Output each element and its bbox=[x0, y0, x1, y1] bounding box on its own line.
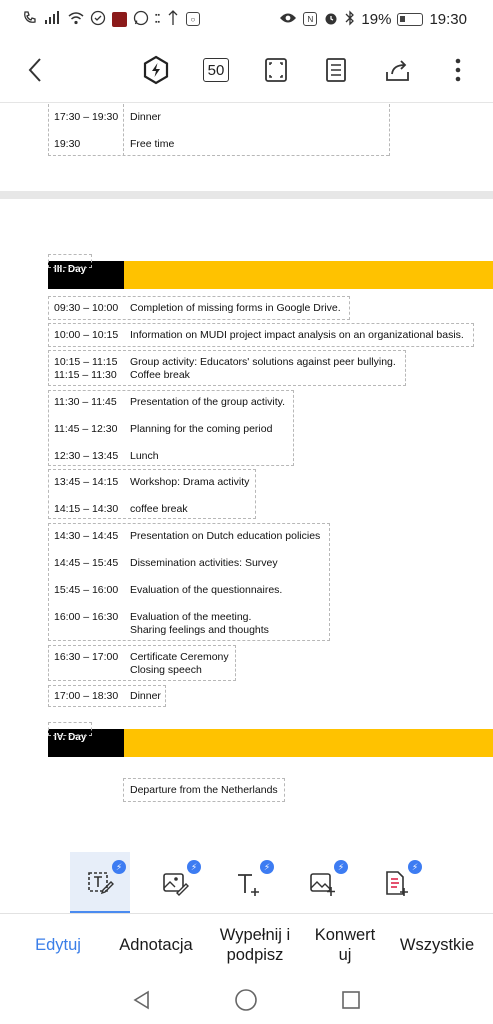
row-time: 11:45 – 12:30 bbox=[54, 423, 118, 435]
row-activity: Workshop: Drama activity bbox=[130, 476, 250, 488]
call-icon bbox=[22, 10, 38, 29]
bluetooth-icon bbox=[345, 10, 355, 29]
top-toolbar bbox=[0, 44, 493, 96]
tab-label: Wypełnij i bbox=[219, 926, 291, 944]
add-image-tool[interactable] bbox=[292, 852, 352, 914]
tab-label: Edytuj bbox=[35, 936, 81, 954]
edit-image-tool[interactable] bbox=[145, 852, 205, 914]
dashed-border bbox=[389, 104, 390, 156]
status-bar bbox=[0, 0, 493, 38]
alarm-icon bbox=[323, 10, 339, 29]
share-icon[interactable] bbox=[380, 52, 416, 88]
page-count-button[interactable] bbox=[198, 52, 234, 88]
row-activity: Free time bbox=[130, 138, 175, 150]
temu-icon: ▪▪ ▪▪ bbox=[155, 12, 160, 26]
row-time: 16:00 – 16:30 bbox=[54, 611, 119, 623]
home-circle-icon[interactable] bbox=[232, 986, 260, 1014]
row-activity: coffee break bbox=[130, 503, 188, 515]
whatsapp-icon bbox=[133, 10, 149, 29]
row-time: 12:30 – 13:45 bbox=[54, 450, 119, 462]
tab-label: podpisz bbox=[226, 946, 284, 964]
convert-doc-tool[interactable] bbox=[366, 852, 426, 914]
row-time: 16:30 – 17:00 bbox=[54, 651, 119, 663]
page-separator bbox=[0, 191, 493, 199]
list-icon[interactable] bbox=[318, 52, 354, 88]
nfc-icon: N bbox=[303, 12, 317, 26]
row-time: 17:00 – 18:30 bbox=[54, 690, 119, 702]
row-time: 11:30 – 11:45 bbox=[54, 396, 117, 408]
premium-badge-icon: ⚡ bbox=[260, 860, 274, 874]
eye-icon bbox=[279, 12, 297, 27]
tab-label: Konwert bbox=[314, 926, 376, 944]
row-time: 14:45 – 15:45 bbox=[54, 557, 119, 569]
row-time: 14:30 – 14:45 bbox=[54, 530, 119, 542]
edit-tools-panel bbox=[0, 852, 493, 916]
dashed-border bbox=[48, 722, 92, 736]
back-icon[interactable] bbox=[18, 52, 54, 88]
ai-icon[interactable] bbox=[138, 52, 174, 88]
toolbar-divider bbox=[0, 102, 493, 103]
tabs-divider bbox=[0, 913, 493, 914]
row-time: 11:15 – 11:30 bbox=[54, 369, 117, 381]
row-activity: Dinner bbox=[130, 111, 161, 123]
edit-text-icon bbox=[86, 868, 114, 896]
premium-badge-icon: ⚡ bbox=[408, 860, 422, 874]
day-header-bar bbox=[48, 261, 493, 289]
page-count: 50 bbox=[203, 58, 229, 82]
fit-screen-icon[interactable] bbox=[258, 52, 294, 88]
tab-label: Wszystkie bbox=[399, 936, 475, 954]
signal-icon bbox=[44, 11, 62, 28]
row-activity: Presentation of the group activity. bbox=[130, 396, 286, 408]
row-time: 17:30 – 19:30 bbox=[54, 111, 119, 123]
dashed-border bbox=[48, 155, 389, 156]
add-text-tool[interactable] bbox=[218, 852, 278, 914]
row-activity: Information on MUDI project impact analysis on an organizational basis. bbox=[130, 329, 464, 341]
edit-text-tool[interactable] bbox=[70, 852, 130, 914]
add-image-icon bbox=[308, 869, 336, 897]
add-text-icon bbox=[234, 869, 262, 897]
premium-badge-icon: ⚡ bbox=[187, 860, 201, 874]
row-activity: Evaluation of the meeting. bbox=[130, 611, 252, 623]
tab-adnotacja[interactable] bbox=[108, 918, 204, 972]
row-activity: Dissemination activities: Survey bbox=[130, 557, 278, 569]
status-left-icons bbox=[22, 10, 200, 29]
row-time: 10:15 – 11:15 bbox=[54, 356, 118, 368]
tab-konwertuj[interactable] bbox=[306, 918, 384, 972]
tab-edytuj[interactable] bbox=[20, 918, 96, 972]
row-time: 13:45 – 14:15 bbox=[54, 476, 119, 488]
row-activity: Lunch bbox=[130, 450, 159, 462]
tab-label: uj bbox=[338, 946, 352, 964]
row-activity: Planning for the coming period bbox=[130, 423, 273, 435]
clock: 19:30 bbox=[429, 10, 467, 28]
vpn-icon bbox=[90, 10, 106, 29]
row-time: 09:30 – 10:00 bbox=[54, 302, 119, 314]
row-time: 19:30 bbox=[54, 138, 81, 150]
instagram-icon: ○ bbox=[186, 12, 200, 26]
row-activity: Certificate Ceremony bbox=[130, 651, 229, 663]
row-activity: Coffee break bbox=[130, 369, 190, 381]
tab-wszystkie[interactable] bbox=[392, 918, 482, 972]
app-red-icon bbox=[112, 12, 127, 27]
dashed-border bbox=[123, 104, 124, 156]
row-activity: Evaluation of the questionnaires. bbox=[130, 584, 283, 596]
day-label: III. Day bbox=[48, 261, 124, 289]
battery-icon bbox=[397, 13, 423, 26]
bottom-tabs bbox=[0, 918, 493, 972]
tab-wypelnij-i-podpisz[interactable] bbox=[208, 918, 302, 972]
row-activity: Group activity: Educators' solutions against peer bullying. bbox=[130, 356, 396, 368]
tab-label: Adnotacja bbox=[119, 936, 193, 954]
row-activity: Presentation on Dutch education policies bbox=[130, 530, 321, 542]
day-header-bar bbox=[48, 729, 493, 757]
battery-percentage: 19% bbox=[361, 10, 392, 28]
dashed-border bbox=[48, 104, 49, 156]
recents-square-icon[interactable] bbox=[337, 986, 365, 1014]
row-activity: Closing speech bbox=[130, 664, 202, 676]
back-triangle-icon[interactable] bbox=[128, 986, 156, 1014]
day-label: IV. Day bbox=[48, 729, 124, 757]
row-time: 15:45 – 16:00 bbox=[54, 584, 119, 596]
dashed-border bbox=[48, 254, 92, 268]
status-right-icons bbox=[279, 10, 467, 29]
premium-badge-icon: ⚡ bbox=[112, 860, 126, 874]
row-time: 10:00 – 10:15 bbox=[54, 329, 119, 341]
wifi-icon bbox=[68, 11, 84, 28]
row-activity: Dinner bbox=[130, 690, 161, 702]
network-speed-icon bbox=[166, 10, 180, 29]
edit-image-icon bbox=[161, 869, 189, 897]
row-time: 14:15 – 14:30 bbox=[54, 503, 119, 515]
premium-badge-icon: ⚡ bbox=[334, 860, 348, 874]
row-activity: Sharing feelings and thoughts bbox=[130, 624, 269, 636]
convert-doc-icon bbox=[382, 869, 410, 897]
row-activity: Departure from the Netherlands bbox=[130, 784, 278, 796]
system-navigation-bar bbox=[0, 976, 493, 1024]
row-activity: Completion of missing forms in Google Drive. bbox=[130, 302, 341, 314]
more-icon[interactable] bbox=[440, 52, 476, 88]
